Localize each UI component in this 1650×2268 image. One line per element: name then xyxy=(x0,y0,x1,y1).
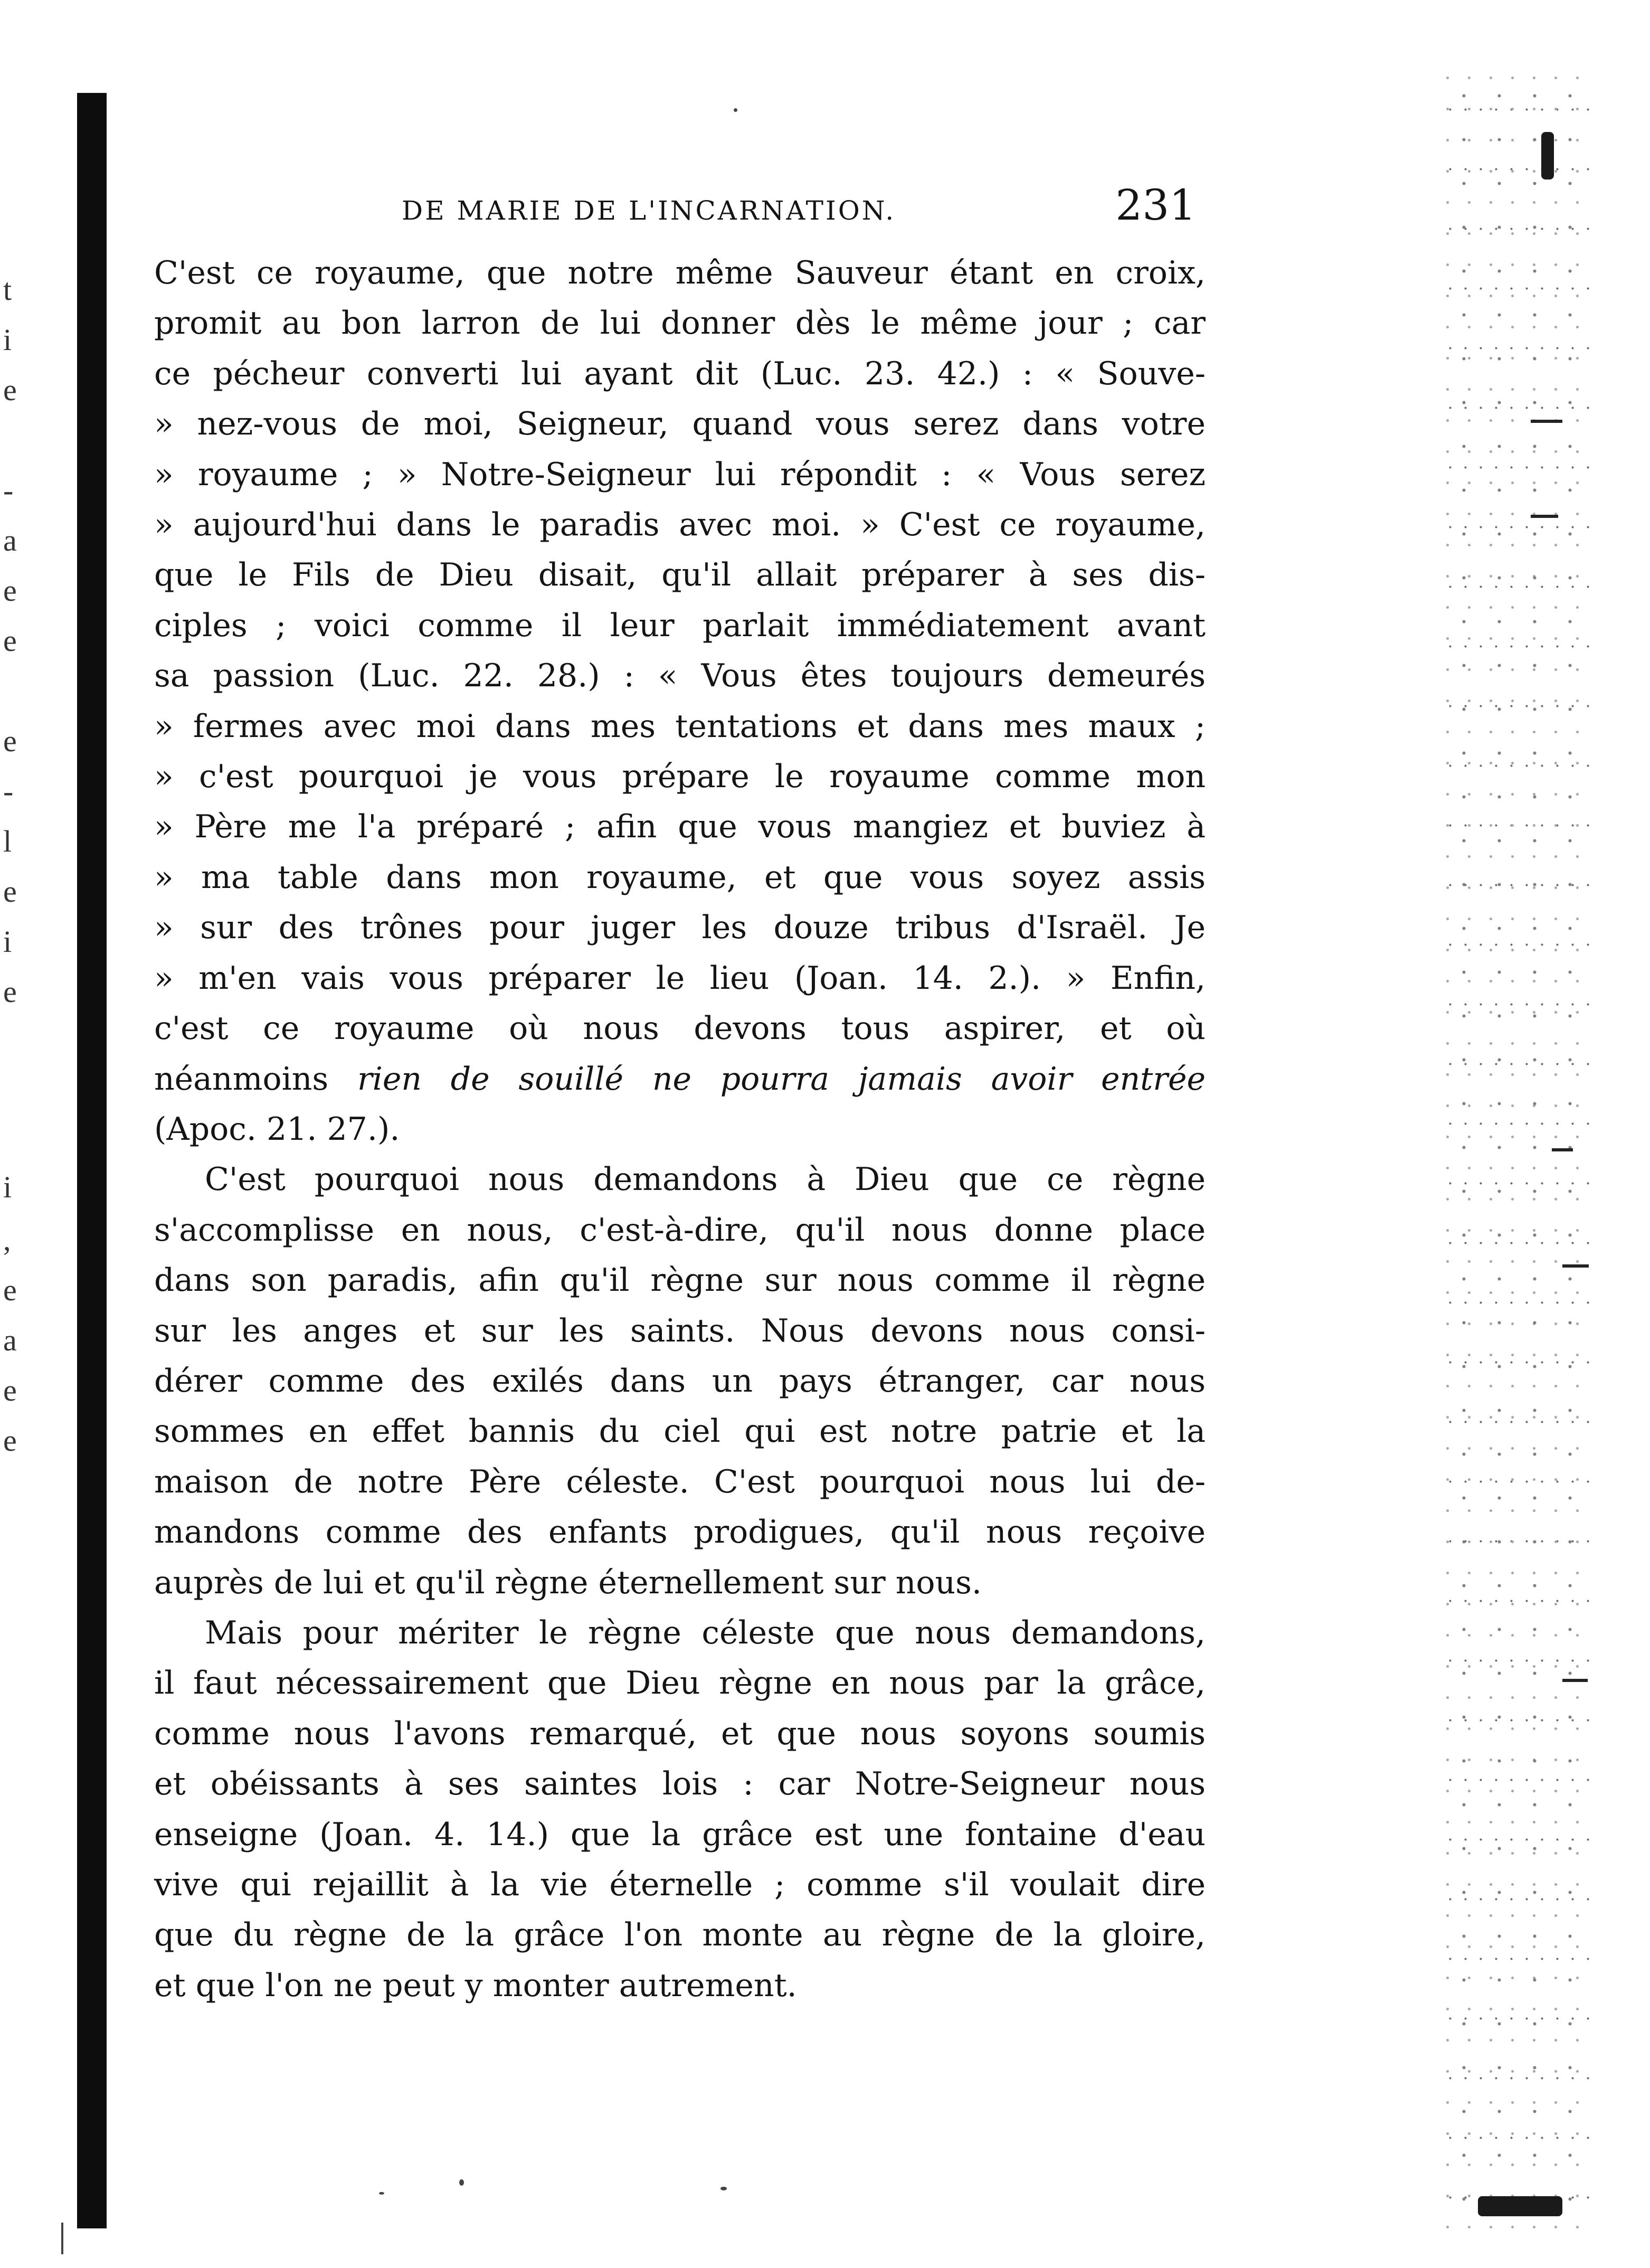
margin-fragment: i xyxy=(3,924,12,959)
margin-fragment: e xyxy=(3,373,17,407)
text-line: » aujourd'hui dans le paradis avec moi. » C'est ce royaume, xyxy=(154,506,1206,544)
margin-fragment: e xyxy=(3,1423,17,1458)
margin-fragment: - xyxy=(3,774,14,808)
text-line: auprès de lui et qu'il règne éternellement sur nous. xyxy=(154,1564,982,1601)
margin-fragment: e xyxy=(3,975,17,1009)
text-line: maison de notre Père céleste. C'est pourquoi nous lui de- xyxy=(154,1463,1206,1500)
margin-fragment: e xyxy=(3,623,17,658)
text-line: promit au bon larron de lui donner dès le même jour ; car xyxy=(154,305,1206,342)
text-line: sommes en effet bannis du ciel qui est notre patrie et la xyxy=(154,1413,1206,1450)
margin-fragment: - xyxy=(3,473,14,507)
margin-fragment: e xyxy=(3,1373,17,1407)
scan-speck xyxy=(379,2192,384,2195)
margin-fragment: e xyxy=(3,573,17,608)
italic-quotation: rien de souillé ne pourra jamais avoir entrée xyxy=(357,1060,1206,1098)
margin-fragment: t xyxy=(3,272,12,307)
text-line: comme nous l'avons remarqué, et que nous soyons soumis xyxy=(154,1715,1206,1752)
text-line: » Père me l'a préparé ; afin que vous mangiez et buviez à xyxy=(154,808,1206,846)
text-line: » ma table dans mon royaume, et que vous soyez assis xyxy=(154,858,1206,896)
binding-gutter xyxy=(77,93,107,2228)
text-line: ce pécheur converti lui ayant dit (Luc. 23. 42.) : « Souve- xyxy=(154,355,1206,392)
text-line: (Apoc. 21. 27.). xyxy=(154,1110,400,1148)
text-line: dérer comme des exilés dans un pays étranger, car nous xyxy=(154,1362,1206,1400)
text-line: » m'en vais vous préparer le lieu (Joan. 14. 2.). » Enfin, xyxy=(154,959,1206,997)
margin-fragment: a xyxy=(3,523,17,557)
margin-fragment: l xyxy=(3,824,12,858)
text-line: c'est ce royaume où nous devons tous aspirer, et où xyxy=(154,1010,1206,1047)
text-line: et que l'on ne peut y monter autrement. xyxy=(154,1967,797,2004)
edge-blot xyxy=(1478,2196,1562,2216)
text-line: » royaume ; » Notre-Seigneur lui répondit : « Vous serez xyxy=(154,456,1206,493)
margin-fragment: e xyxy=(3,1273,17,1307)
edge-mark xyxy=(1531,420,1562,423)
text-line: » nez-vous de moi, Seigneur, quand vous serez dans votre xyxy=(154,405,1206,443)
scan-speck xyxy=(459,2179,464,2186)
text-line: Mais pour mériter le règne céleste que nous demandons, xyxy=(205,1614,1206,1651)
margin-fragment: i xyxy=(3,323,12,357)
text-line: vive qui rejaillit à la vie éternelle ; comme s'il voulait dire xyxy=(154,1866,1206,1903)
margin-fragment: a xyxy=(3,1323,17,1357)
text-line: s'accomplisse en nous, c'est-à-dire, qu'il nous donne place xyxy=(154,1211,1206,1249)
text-line: sur les anges et sur les saints. Nous devons nous consi- xyxy=(154,1312,1206,1349)
running-title: DE MARIE DE L'INCARNATION. xyxy=(402,195,896,226)
scan-speck xyxy=(720,2187,727,2190)
edge-mark xyxy=(1562,1264,1589,1268)
text-line: C'est pourquoi nous demandons à Dieu que ce règne xyxy=(205,1161,1206,1198)
text-segment: néanmoins xyxy=(154,1060,357,1098)
text-line: » c'est pourquoi je vous prépare le royaume comme mon xyxy=(154,758,1206,796)
margin-tick xyxy=(61,2223,63,2254)
text-line: il faut nécessairement que Dieu règne en nous par la grâce, xyxy=(154,1665,1206,1702)
text-line: et obéissants à ses saintes lois : car Notre-Seigneur nous xyxy=(154,1765,1206,1803)
scan-speck xyxy=(734,108,737,112)
text-line: que du règne de la grâce l'on monte au règne de la gloire, xyxy=(154,1916,1206,1954)
scan-edge-noise xyxy=(1446,74,1594,2238)
paragraph-1 xyxy=(154,248,1206,1155)
text-line: C'est ce royaume, que notre même Sauveur étant en croix, xyxy=(154,254,1206,291)
edge-mark xyxy=(1531,515,1558,518)
margin-fragment: i xyxy=(3,1170,12,1204)
text-line: que le Fils de Dieu disait, qu'il allait préparer à ses dis- xyxy=(154,556,1206,594)
text-line: ciples ; voici comme il leur parlait immédiatement avant xyxy=(154,607,1206,644)
edge-mark xyxy=(1552,1148,1573,1151)
edge-mark xyxy=(1562,1679,1588,1682)
margin-fragment: e xyxy=(3,724,17,758)
page-number: 231 xyxy=(1115,181,1196,230)
text-line: enseigne (Joan. 4. 14.) que la grâce est une fontaine d'eau xyxy=(154,1816,1206,1853)
text-line: dans son paradis, afin qu'il règne sur nous comme il règne xyxy=(154,1262,1206,1299)
paragraph-2 xyxy=(154,1155,1206,1608)
text-line: mandons comme des enfants prodigues, qu'il nous reçoive xyxy=(154,1514,1206,1551)
text-line: » sur des trônes pour juger les douze tribus d'Israël. Je xyxy=(154,909,1206,947)
text-line: » fermes avec moi dans mes tentations et dans mes maux ; xyxy=(154,707,1206,745)
text-line: sa passion (Luc. 22. 28.) : « Vous êtes toujours demeurés xyxy=(154,657,1206,695)
margin-fragment: e xyxy=(3,874,17,909)
paragraph-3 xyxy=(154,1608,1206,2011)
page-header xyxy=(156,170,1201,233)
text-line-with-italic xyxy=(154,1054,1206,1104)
edge-blot xyxy=(1541,132,1554,179)
margin-fragment: , xyxy=(3,1223,11,1257)
body-text xyxy=(154,248,1206,2011)
facing-page-fragments xyxy=(3,272,67,2017)
